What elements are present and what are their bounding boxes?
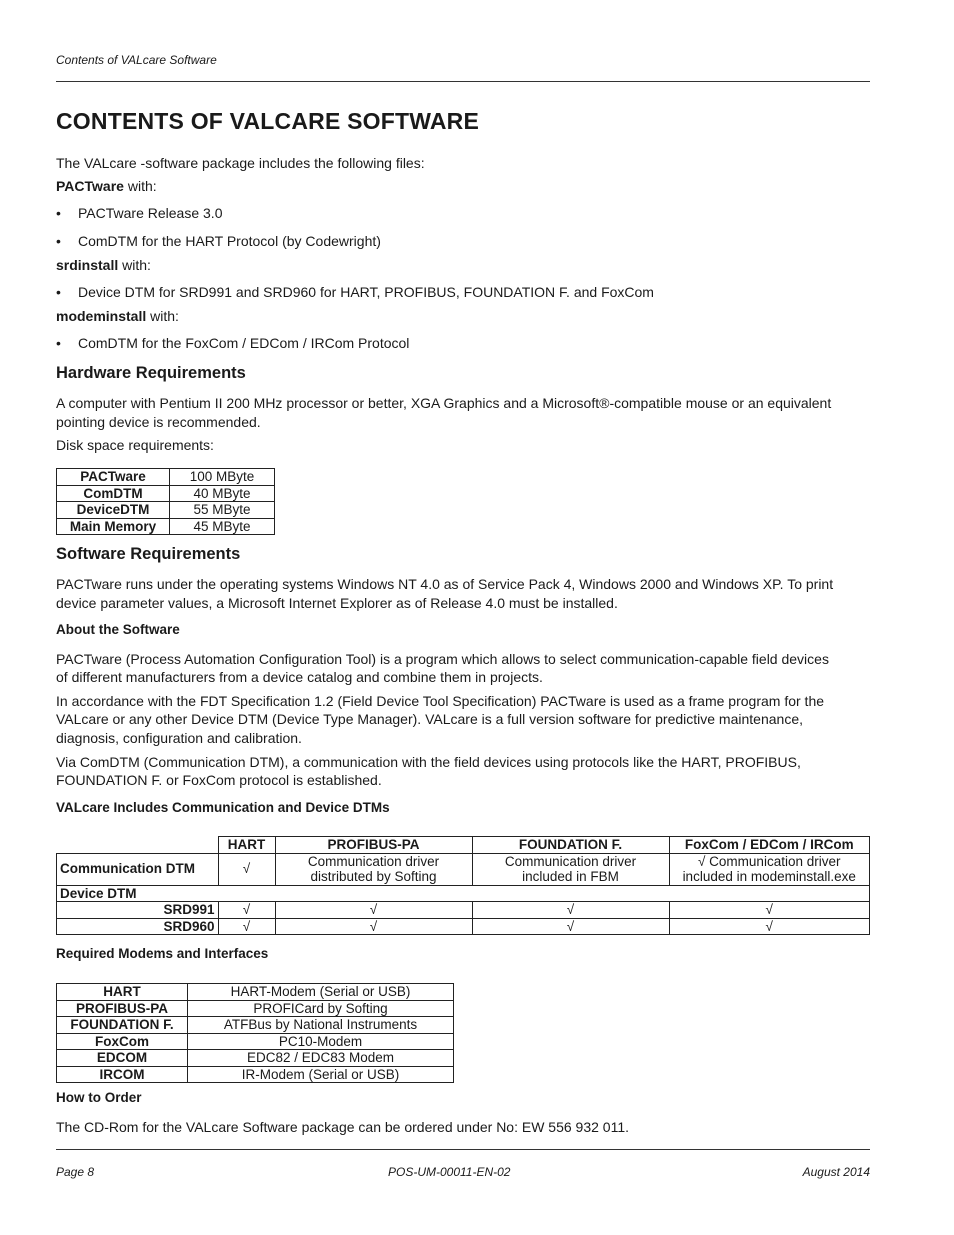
table-row: FOUNDATION F. ATFBus by National Instruments bbox=[57, 1017, 454, 1034]
table-row: IRCOM IR-Modem (Serial or USB) bbox=[57, 1066, 454, 1083]
table-row: FoxCom PC10-Modem bbox=[57, 1033, 454, 1050]
hardware-text-2: Disk space requirements: bbox=[56, 437, 214, 453]
table-row: PROFIBUS-PA PROFICard by Softing bbox=[57, 1000, 454, 1017]
hardware-text-1a: A computer with Pentium II 200 MHz processor or better, XGA Graphics and a Microsoft®-compatible mouse or an equivalent bbox=[56, 395, 832, 411]
table-header-row: HART PROFIBUS-PA FOUNDATION F. FoxCom / EDCom / IRCom bbox=[57, 837, 870, 854]
about-heading: About the Software bbox=[56, 622, 180, 637]
order-text: The CD-Rom for the VALcare Software package can be ordered under No: EW 556 932 011. bbox=[56, 1119, 630, 1135]
running-header: Contents of VALcare Software bbox=[56, 53, 217, 67]
about-text: VALcare or any other Device DTM (Device Type Manager). VALcare is a full version software for predictive maintenance, bbox=[56, 711, 803, 727]
header-rule bbox=[56, 81, 870, 82]
about-text: of different manufacturers from a device catalog and combine them in projects. bbox=[56, 669, 543, 685]
about-text: In accordance with the FDT Specification 1.2 (Field Device Tool Specification) PACTware is used as a frame program for the bbox=[56, 693, 825, 709]
about-text: Via ComDTM (Communication DTM), a communication with the field devices using protocols like the HART, PROFIBUS, bbox=[56, 754, 801, 770]
table-row: EDCOM EDC82 / EDC83 Modem bbox=[57, 1050, 454, 1067]
about-text: PACTware (Process Automation Configuration Tool) is a program which allows to select communication-capable field devices bbox=[56, 651, 829, 667]
dtm-heading: VALcare Includes Communication and Device DTMs bbox=[56, 800, 390, 815]
software-heading: Software Requirements bbox=[56, 545, 241, 563]
table-row: Device DTM bbox=[57, 885, 870, 902]
table-row: PACTware 100 MByte bbox=[57, 469, 275, 486]
footer-rule bbox=[56, 1149, 870, 1150]
footer-page: Page 8 bbox=[56, 1165, 95, 1179]
software-text-1b: device parameter values, a Microsoft Internet Explorer as of Release 4.0 must be installed. bbox=[56, 595, 618, 611]
table-row: Communication DTM √ Communication driver distributed by Softing Communication driver included in FBM √ Communication driver included in modeminstall.exe bbox=[57, 853, 870, 885]
disk-space-table bbox=[56, 468, 275, 535]
table-row: SRD991 √ √ √ √ bbox=[57, 902, 870, 919]
hardware-heading: Hardware Requirements bbox=[56, 364, 246, 382]
footer-doc-number: POS-UM-00011-EN-02 bbox=[388, 1165, 511, 1179]
package-modeminstall: modeminstall with: bbox=[56, 308, 179, 324]
page-title: CONTENTS OF VALCARE SOFTWARE bbox=[56, 108, 480, 134]
intro-text: The VALcare -software package includes the following files: bbox=[56, 155, 425, 171]
package-pactware: PACTware with: bbox=[56, 178, 157, 194]
about-text: FOUNDATION F. or FoxCom protocol is established. bbox=[56, 772, 382, 788]
dtm-table bbox=[56, 836, 870, 935]
modem-heading: Required Modems and Interfaces bbox=[56, 946, 269, 961]
software-text-1a: PACTware runs under the operating systems Windows NT 4.0 as of Service Pack 4, Windows 2000 and Windows XP. To print bbox=[56, 576, 834, 592]
footer-date: August 2014 bbox=[802, 1165, 870, 1179]
table-row: ComDTM 40 MByte bbox=[57, 485, 275, 502]
modem-table bbox=[56, 983, 454, 1083]
about-text: diagnosis, configuration and calibration. bbox=[56, 730, 302, 746]
table-row: HART HART-Modem (Serial or USB) bbox=[57, 984, 454, 1001]
table-row: SRD960 √ √ √ √ bbox=[57, 918, 870, 935]
package-srdinstall: srdinstall with: bbox=[56, 257, 151, 273]
hardware-text-1b: pointing device is recommended. bbox=[56, 414, 261, 430]
table-row: DeviceDTM 55 MByte bbox=[57, 502, 275, 519]
order-heading: How to Order bbox=[56, 1090, 142, 1105]
table-row: Main Memory 45 MByte bbox=[57, 518, 275, 535]
